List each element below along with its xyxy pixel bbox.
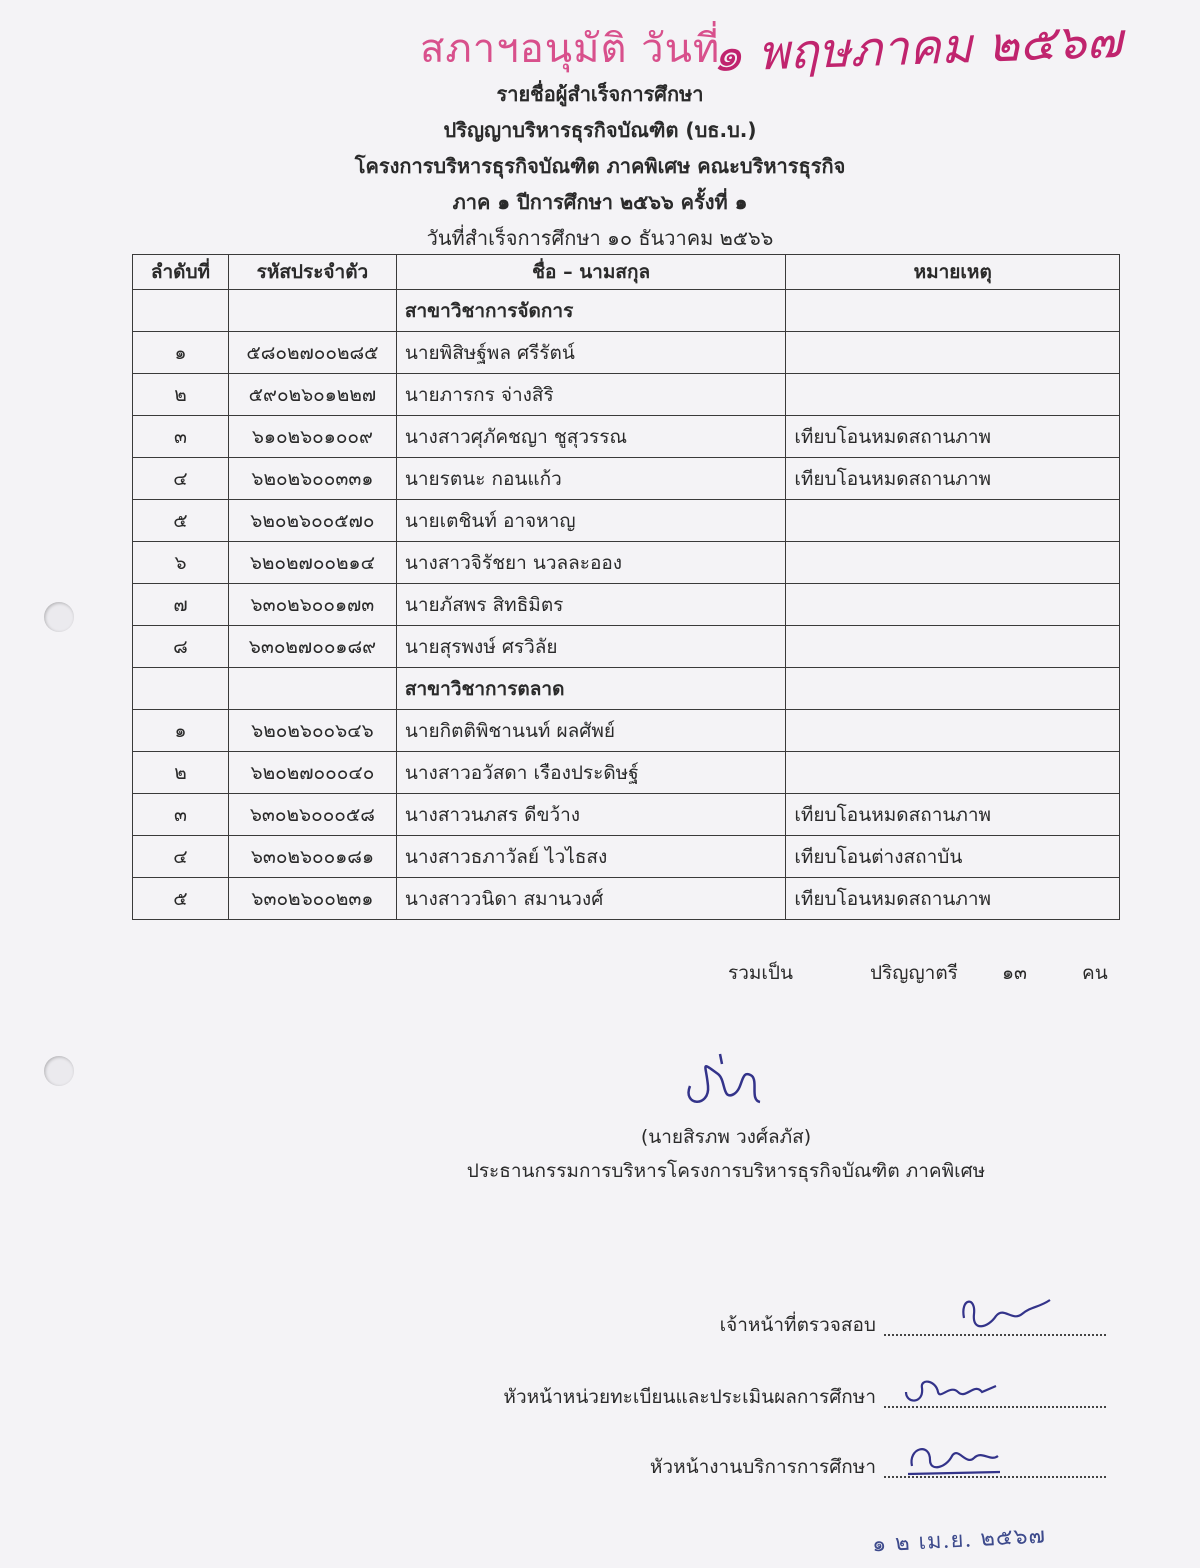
verification-label: หัวหน้างานบริการการศึกษา [649,1456,876,1478]
row-student-id: ๖๑๐๒๖๐๑๐๐๙ [228,416,396,458]
row-remark [786,542,1120,584]
signature-scribble [660,1046,780,1116]
total-unit: คน [1082,962,1108,984]
table-row [133,542,1120,584]
row-order: ๒ [133,752,229,794]
table-row [133,458,1120,500]
row-remark [786,710,1120,752]
table-row [133,374,1120,416]
title-line: ปริญญาบริหารธุรกิจบัณฑิต (บธ.บ.) [443,118,757,142]
row-order: ๒ [133,374,229,416]
row-student-id: ๖๓๐๒๖๐๐๑๘๑ [228,836,396,878]
row-remark: เทียบโอนต่างสถาบัน [786,836,1120,878]
title-line: รายชื่อผู้สำเร็จการศึกษา [496,82,704,106]
registrar-signature [896,1370,1016,1410]
row-student-id: ๖๒๐๒๗๐๐๒๑๔ [228,542,396,584]
graduation-date: วันที่สำเร็จการศึกษา ๑๐ ธันวาคม ๒๕๖๖ [426,226,774,250]
document-header [0,76,1200,256]
section-name: สาขาวิชาการจัดการ [396,290,786,332]
row-name: นายภารกร จ่างสิริ [396,374,786,416]
row-remark [786,332,1120,374]
row-student-id: ๖๒๐๒๖๐๐๓๓๑ [228,458,396,500]
table-row [133,416,1120,458]
total-count: ๑๓ [1002,962,1028,984]
row-student-id: ๕๙๐๒๖๐๑๒๒๗ [228,374,396,416]
section-row [133,668,1120,710]
row-student-id: ๖๒๐๒๖๐๐๕๗๐ [228,500,396,542]
row-student-id: ๖๓๐๒๗๐๐๑๘๙ [228,626,396,668]
row-name: นายเตชินท์ อาจหาญ [396,500,786,542]
table-row [133,710,1120,752]
graduates-table [132,254,1120,920]
title-line: โครงการบริหารธุรกิจบัณฑิต ภาคพิเศษ คณะบริหารธุรกิจ [354,154,846,178]
row-order: ๘ [133,626,229,668]
row-order: ๕ [133,500,229,542]
row-student-id: ๕๘๐๒๗๐๐๒๘๕ [228,332,396,374]
table-header-row [133,255,1120,290]
row-remark [786,626,1120,668]
head-signature [900,1436,1010,1480]
stamp-printed-text: สภาฯอนุมัติ วันที่ [420,26,721,72]
total-summary [0,958,1200,988]
row-name: นางสาวจิรัชยา นวลละออง [396,542,786,584]
verification-label: เจ้าหน้าที่ตรวจสอบ [719,1314,876,1336]
row-student-id: ๖๓๐๒๖๐๐๐๕๘ [228,794,396,836]
stamp-handwritten-date: ๑ พฤษภาคม ๒๕๖๗ [711,12,1124,84]
chair-name: (นายสิรภพ วงศ์ลภัส) [640,1126,812,1148]
row-order: ๖ [133,542,229,584]
table-row [133,626,1120,668]
row-order: ๑ [133,710,229,752]
row-name: นางสาวอวัสดา เรืองประดิษฐ์ [396,752,786,794]
row-name: นางสาววนิดา สมานวงศ์ [396,878,786,920]
row-name: นางสาวนภสร ดีขว้าง [396,794,786,836]
row-order: ๑ [133,332,229,374]
row-name: นายสุรพงษ์ ศรวิลัย [396,626,786,668]
header-name: ชื่อ – นามสกุล [396,255,786,290]
row-order: ๓ [133,416,229,458]
received-date-stamp: ๑ ๒ เม.ย. ๒๕๖๗ [871,1523,1047,1558]
table-body [133,290,1120,920]
row-name: นายกิตติพิชานนท์ ผลศัพย์ [396,710,786,752]
row-name: นางสาวธภาวัลย์ ไวไธสง [396,836,786,878]
row-remark [786,500,1120,542]
header-student-id: รหัสประจำตัว [228,255,396,290]
row-remark: เทียบโอนหมดสถานภาพ [786,878,1120,920]
row-student-id: ๖๒๐๒๗๐๐๐๔๐ [228,752,396,794]
row-remark: เทียบโอนหมดสถานภาพ [786,458,1120,500]
table-row [133,836,1120,878]
row-remark: เทียบโอนหมดสถานภาพ [786,794,1120,836]
header-remark: หมายเหตุ [786,255,1120,290]
table-row [133,752,1120,794]
row-name: นายพิสิษฐ์พล ศรีรัตน์ [396,332,786,374]
row-order: ๕ [133,878,229,920]
row-student-id: ๖๓๐๒๖๐๐๒๓๑ [228,878,396,920]
punch-hole [44,1056,74,1086]
row-name: นายรตนะ กอนแก้ว [396,458,786,500]
row-order: ๔ [133,458,229,500]
section-row [133,290,1120,332]
row-remark: เทียบโอนหมดสถานภาพ [786,416,1120,458]
table-row [133,794,1120,836]
row-remark [786,584,1120,626]
row-order: ๔ [133,836,229,878]
table-row [133,584,1120,626]
row-student-id: ๖๓๐๒๖๐๐๑๗๓ [228,584,396,626]
verification-line [400,1446,1106,1486]
row-remark [786,752,1120,794]
row-order: ๓ [133,794,229,836]
row-student-id: ๖๒๐๒๖๐๐๖๔๖ [228,710,396,752]
table-row [133,878,1120,920]
section-name: สาขาวิชาการตลาด [396,668,786,710]
chair-signature [600,1046,840,1116]
verification-label: หัวหน้าหน่วยทะเบียนและประเมินผลการศึกษา [503,1386,876,1408]
verification-line [400,1304,1106,1344]
chair-title: ประธานกรรมการบริหารโครงการบริหารธุรกิจบัณฑิต ภาคพิเศษ [466,1160,986,1182]
row-remark [786,374,1120,416]
table-row [133,500,1120,542]
header-order: ลำดับที่ [133,255,229,290]
punch-hole [44,602,74,632]
title-line: ภาค ๑ ปีการศึกษา ๒๕๖๖ ครั้งที่ ๑ [452,190,748,214]
total-degree: ปริญญาตรี [870,962,958,984]
row-order: ๗ [133,584,229,626]
verifier-signature [946,1288,1066,1338]
approval-stamp [420,8,1140,84]
total-label: รวมเป็น [728,962,793,984]
table-row [133,332,1120,374]
row-name: นายภัสพร สิทธิมิตร [396,584,786,626]
row-name: นางสาวศุภัคชญา ชูสุวรรณ [396,416,786,458]
verification-line [400,1376,1106,1416]
